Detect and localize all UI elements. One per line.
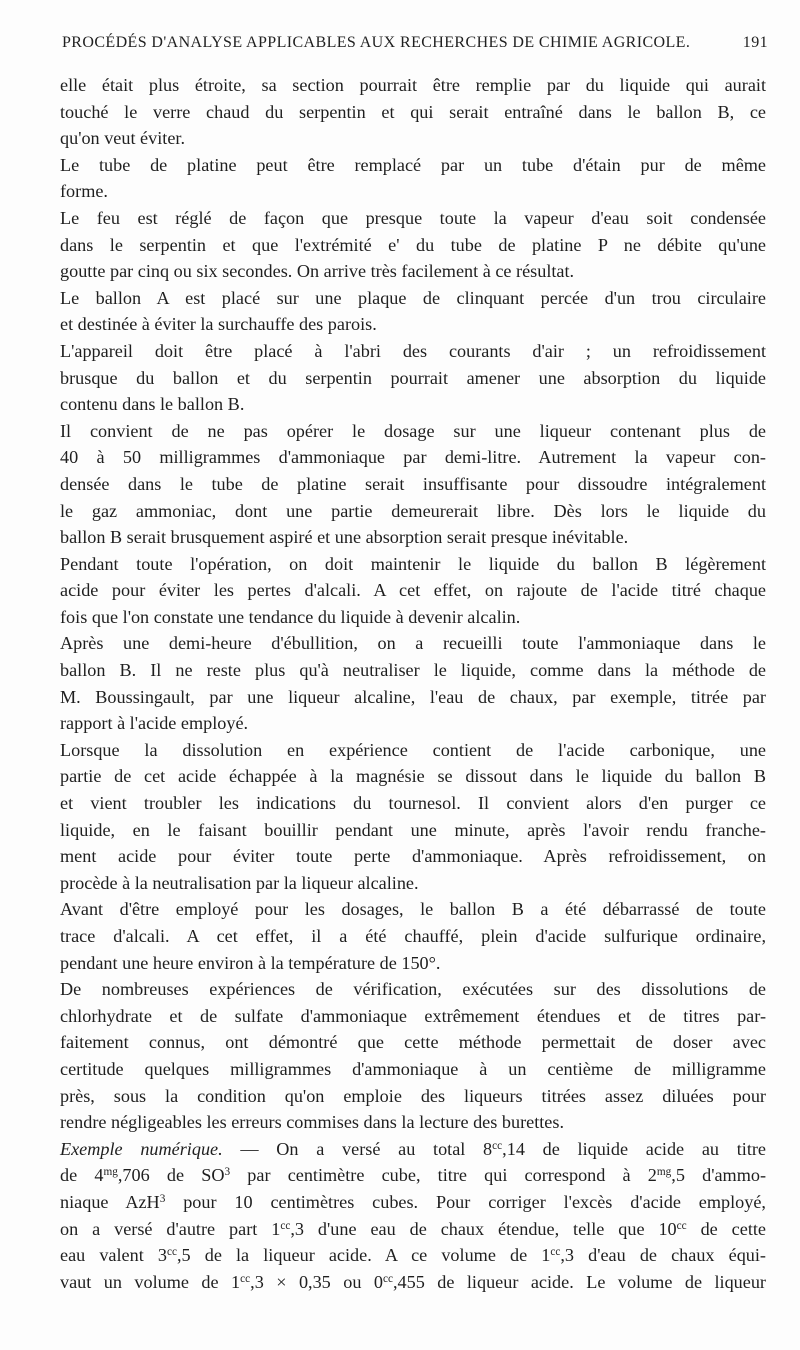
- text-line: brusque du ballon et du serpentin pourrait amener une absorption du liquide: [60, 367, 766, 388]
- text-fragment: de 4: [60, 1165, 104, 1186]
- paragraph: [60, 896, 766, 976]
- text-line: et destinée à éviter la surchauffe des parois.: [60, 314, 377, 335]
- text-line: procède à la neutralisation par la liqueur alcaline.: [60, 872, 419, 893]
- unit-superscript: mg: [103, 1166, 118, 1179]
- text-line: pendant une heure environ à la température de 150°.: [60, 952, 441, 973]
- text-line: trace d'alcali. A cet effet, il a été chauffé, plein d'acide sulfurique ordinaire,: [60, 926, 766, 946]
- text-fragment: ,455 de liqueur acide. Le volume de liqueur: [392, 1271, 766, 1292]
- body-text: [60, 72, 766, 1295]
- running-title: PROCÉDÉS D'ANALYSE APPLICABLES AUX RECHERCHES DE CHIMIE AGRICOLE.: [62, 34, 691, 51]
- text-line: De nombreuses expériences de vérification, exécutées sur des dissolutions de: [60, 979, 766, 1000]
- text-line: acide pour éviter les pertes d'alcali. A cet effet, on rajoute de l'acide titré chaque: [60, 580, 766, 601]
- example-paragraph: [60, 1136, 766, 1296]
- unit-superscript: cc: [550, 1245, 561, 1258]
- text-line: Après une demi-heure d'ébullition, on a recueilli toute l'ammoniaque dans le: [60, 633, 766, 654]
- formula-superscript: 3: [224, 1166, 231, 1179]
- paragraph: [60, 976, 766, 1136]
- text-fragment: vaut un volume de 1: [60, 1271, 241, 1292]
- text-fragment: — On a versé au total 8: [222, 1138, 493, 1159]
- text-line: Il convient de ne pas opérer le dosage sur une liqueur contenant plus de: [60, 420, 766, 441]
- text-line: Le feu est réglé de façon que presque toute la vapeur d'eau soit condensée: [60, 207, 766, 228]
- paragraph: [60, 205, 766, 285]
- text-line: Le tube de platine peut être remplacé par un tube d'étain pur de même: [60, 154, 766, 175]
- text-line: Lorsque la dissolution en expérience contient de l'acide carbonique, une: [60, 739, 766, 760]
- text-line: [60, 1136, 766, 1163]
- paragraph: [60, 152, 766, 205]
- text-fragment: ,3 d'eau de chaux équi-: [560, 1245, 766, 1266]
- text-line: forme.: [60, 181, 108, 202]
- paragraph: [60, 72, 766, 152]
- text-fragment: ,3 × 0,35 ou 0: [250, 1271, 383, 1292]
- text-fragment: de cette: [686, 1218, 766, 1239]
- paragraph: [60, 338, 766, 418]
- text-line: près, sous la condition qu'on emploie des liqueurs titrées assez diluées pour: [60, 1085, 766, 1106]
- text-fragment: on a versé d'autre part 1: [60, 1218, 281, 1239]
- formula-superscript: 3: [159, 1192, 166, 1205]
- text-line: touché le verre chaud du serpentin et qui serait entraîné dans le ballon B, ce: [60, 101, 766, 122]
- text-line: [60, 1189, 766, 1216]
- text-fragment: pour 10 centimètres cubes. Pour corriger l'excès d'acide employé,: [165, 1191, 766, 1212]
- unit-superscript: cc: [492, 1139, 503, 1152]
- text-line: chlorhydrate et de sulfate d'ammoniaque extrêmement étendues et de titres par-: [60, 1005, 766, 1026]
- text-line: [60, 1269, 766, 1296]
- text-line: contenu dans le ballon B.: [60, 394, 245, 415]
- text-line: [60, 1216, 766, 1243]
- text-line: ment acide pour éviter toute perte d'ammoniaque. Après refroidissement, on: [60, 846, 766, 867]
- text-line: Avant d'être employé pour les dosages, le ballon B a été débarrassé de toute: [60, 899, 766, 920]
- text-fragment: ,3 d'une eau de chaux étendue, telle que 10: [290, 1218, 677, 1239]
- unit-superscript: cc: [676, 1219, 687, 1232]
- text-line: densée dans le tube de platine serait insuffisante pour dissoudre intégralement: [60, 473, 766, 494]
- text-line: [60, 1242, 766, 1269]
- text-line: Le ballon A est placé sur une plaque de clinquant percée d'un trou circulaire: [60, 287, 766, 308]
- text-line: certitude quelques milligrammes d'ammoniaque à un centième de milligramme: [60, 1058, 766, 1079]
- page-number: 191: [742, 34, 768, 51]
- text-line: partie de cet acide échappée à la magnésie se dissout dans le liquide du ballon B: [60, 766, 766, 787]
- unit-superscript: cc: [280, 1219, 291, 1232]
- text-line: ballon B. Il ne reste plus qu'à neutraliser le liquide, comme dans la méthode de: [60, 660, 766, 681]
- text-line: dans le serpentin et que l'extrémité e' du tube de platine P ne débite qu'une: [60, 234, 766, 255]
- text-fragment: niaque AzH: [60, 1191, 160, 1212]
- text-line: rapport à l'acide employé.: [60, 713, 249, 734]
- text-line: L'appareil doit être placé à l'abri des courants d'air ; un refroidissement: [60, 340, 766, 361]
- text-fragment: ,5 de la liqueur acide. A ce volume de 1: [177, 1245, 551, 1266]
- text-line: goutte par cinq ou six secondes. On arrive très facilement à ce résultat.: [60, 261, 575, 282]
- text-line: rendre négligeables les erreurs commises dans la lecture des burettes.: [60, 1112, 565, 1133]
- text-fragment: par centimètre cube, titre qui correspond à 2: [230, 1165, 657, 1186]
- text-line: 40 à 50 milligrammes d'ammoniaque par demi-litre. Autrement la vapeur con-: [60, 447, 766, 468]
- text-line: ballon B serait brusquement aspiré et une absorption serait presque inévitable.: [60, 527, 629, 548]
- text-line: Pendant toute l'opération, on doit maintenir le liquide du ballon B légèrement: [60, 553, 766, 574]
- text-line: fois que l'on constate une tendance du liquide à devenir alcalin.: [60, 606, 521, 627]
- text-line: [60, 1162, 766, 1189]
- text-line: M. Boussingault, par une liqueur alcaline, l'eau de chaux, par exemple, titrée par: [60, 686, 766, 707]
- unit-superscript: cc: [166, 1245, 177, 1258]
- paragraph-list: [60, 72, 766, 1136]
- paragraph: [60, 737, 766, 897]
- paragraph: [60, 418, 766, 551]
- text-fragment: eau valent 3: [60, 1245, 167, 1266]
- text-line: qu'on veut éviter.: [60, 128, 186, 149]
- paragraph: [60, 630, 766, 736]
- text-line: le gaz ammoniac, dont une partie demeurerait libre. Dès lors le liquide du: [60, 500, 766, 521]
- paragraph: [60, 285, 766, 338]
- text-line: et vient troubler les indications du tournesol. Il convient alors d'en purger ce: [60, 793, 766, 814]
- text-line: elle était plus étroite, sa section pourrait être remplie par du liquide qui aurait: [60, 75, 766, 95]
- paragraph: [60, 551, 766, 631]
- text-line: faitement connus, ont démontré que cette méthode permettait de doser avec: [60, 1032, 766, 1053]
- running-header: [62, 34, 768, 52]
- text-fragment: ,5 d'ammo-: [671, 1165, 767, 1186]
- text-fragment: ,706 de SO: [117, 1165, 225, 1186]
- unit-superscript: mg: [656, 1166, 672, 1179]
- unit-superscript: cc: [382, 1272, 393, 1285]
- text-line: liquide, en le faisant bouillir pendant une minute, après l'avoir rendu franche-: [60, 819, 766, 840]
- unit-superscript: cc: [240, 1272, 251, 1285]
- example-label: Exemple numérique.: [60, 1138, 223, 1159]
- text-fragment: ,14 de liquide acide au titre: [502, 1138, 766, 1159]
